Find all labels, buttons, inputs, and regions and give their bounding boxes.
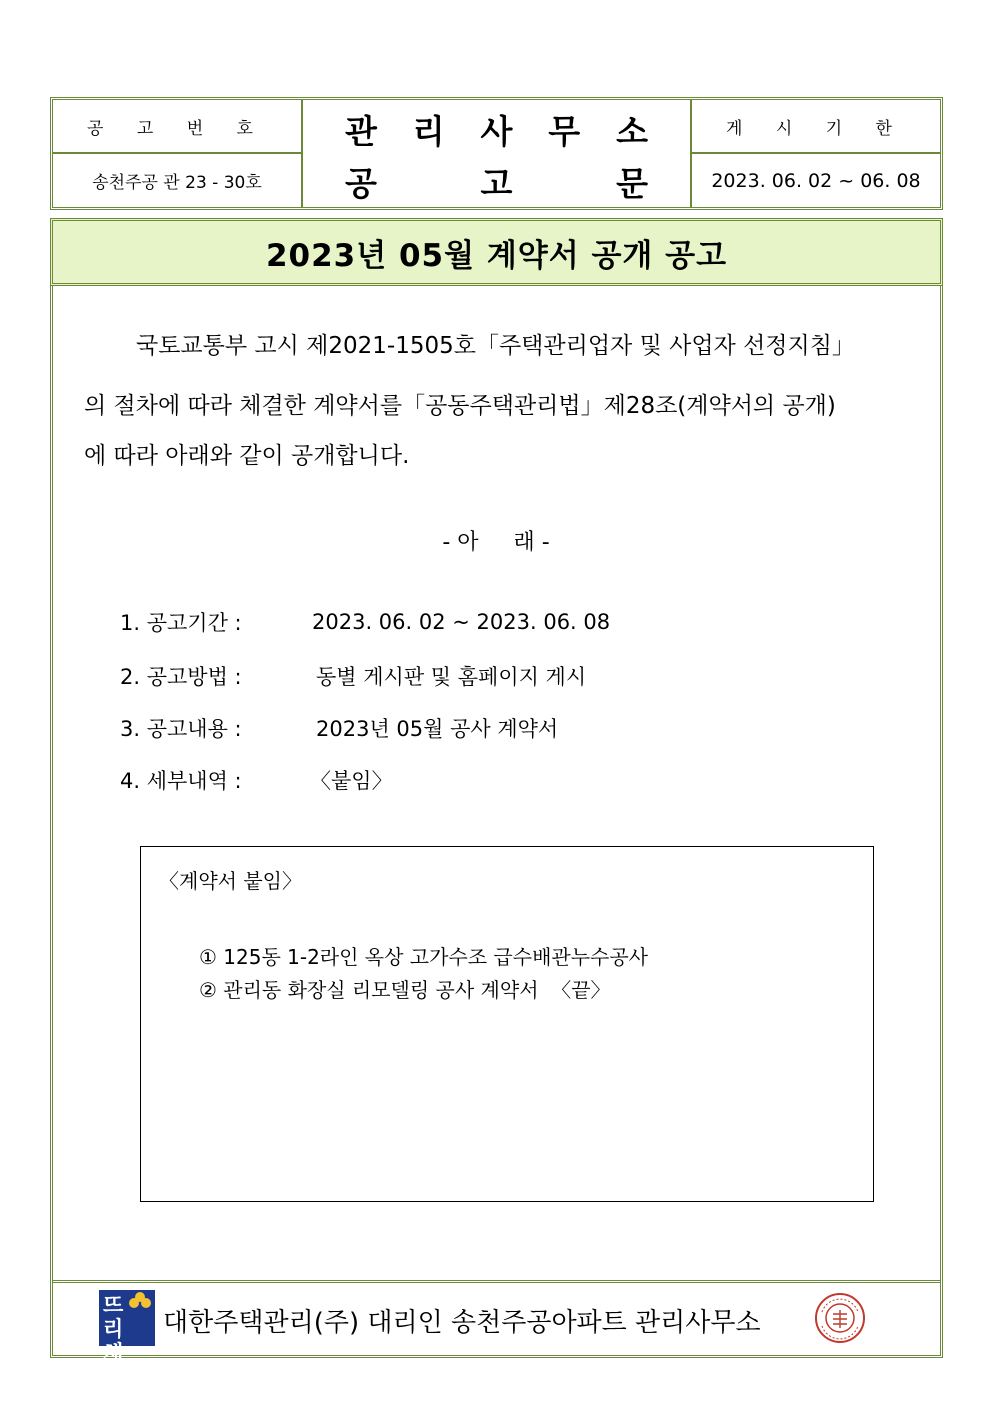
office-title-char: 소 [616, 111, 648, 151]
item-row [120, 661, 720, 691]
item-row [120, 607, 720, 637]
posting-period-label: 게 시 기 한 [726, 118, 906, 139]
company-logo [99, 1290, 155, 1365]
office-title-char: 무 [548, 111, 581, 151]
item-row [120, 765, 720, 795]
intro-line-2: 의 절차에 따라 체결한 계약서를「공동주택관리법」제28조(계약서의 공개) [84, 393, 836, 419]
intro-line-1: 국토교통부 고시 제2021-1505호「주택관리업자 및 사업자 선정지침」 [136, 333, 855, 359]
attachment-box [140, 846, 874, 1202]
notice-doc-title-char: 공 [345, 163, 377, 203]
attachment-title: 〈계약서 붙임〉 [159, 869, 302, 893]
item-label: 3. 공고내용 : [120, 717, 242, 741]
notice-number-value: 송천주공 관 23 - 30호 [92, 173, 262, 193]
office-title-char: 관 [345, 111, 377, 151]
notice-doc-title-char: 고 [480, 163, 513, 203]
office-title-char: 사 [480, 111, 513, 151]
notice-number-label: 공 고 번 호 [87, 118, 267, 139]
seal-stamp [814, 1292, 866, 1344]
notice-doc-title-char: 문 [616, 163, 648, 203]
attachment-line: ① 125동 1-2라인 옥상 고가수조 급수배관누수공사 [199, 945, 648, 969]
item-value: 〈붙임〉 [310, 769, 393, 793]
notice-doc-title [303, 156, 690, 206]
item-value: 2023. 06. 02 ~ 2023. 06. 08 [312, 610, 611, 634]
item-label: 1. 공고기간 : [120, 611, 242, 635]
item-value: 2023년 05월 공사 계약서 [316, 717, 559, 741]
item-label: 4. 세부내역 : [120, 769, 242, 793]
item-value: 동별 게시판 및 홈페이지 게시 [316, 665, 587, 689]
office-title [303, 104, 690, 154]
intro-line-3: 에 따라 아래와 같이 공개합니다. [84, 443, 410, 469]
footer-organization: 대한주택관리(주) 대리인 송천주공아파트 관리사무소 [163, 1308, 761, 1338]
notice-header-table [50, 97, 943, 210]
below-heading: - 아 래 - [442, 530, 550, 555]
office-title-char: 리 [412, 111, 445, 151]
item-label: 2. 공고방법 : [120, 665, 242, 689]
posting-period-value: 2023. 06. 02 ~ 06. 08 [711, 169, 921, 192]
notice-title: 2023년 05월 계약서 공개 공고 [50, 218, 943, 286]
logo-text: 뜨리 채 [103, 1293, 124, 1365]
item-row [120, 713, 720, 743]
footer-divider [53, 1280, 940, 1283]
attachment-line: ② 관리동 화장실 리모델링 공사 계약서 〈끝〉 [199, 978, 611, 1002]
